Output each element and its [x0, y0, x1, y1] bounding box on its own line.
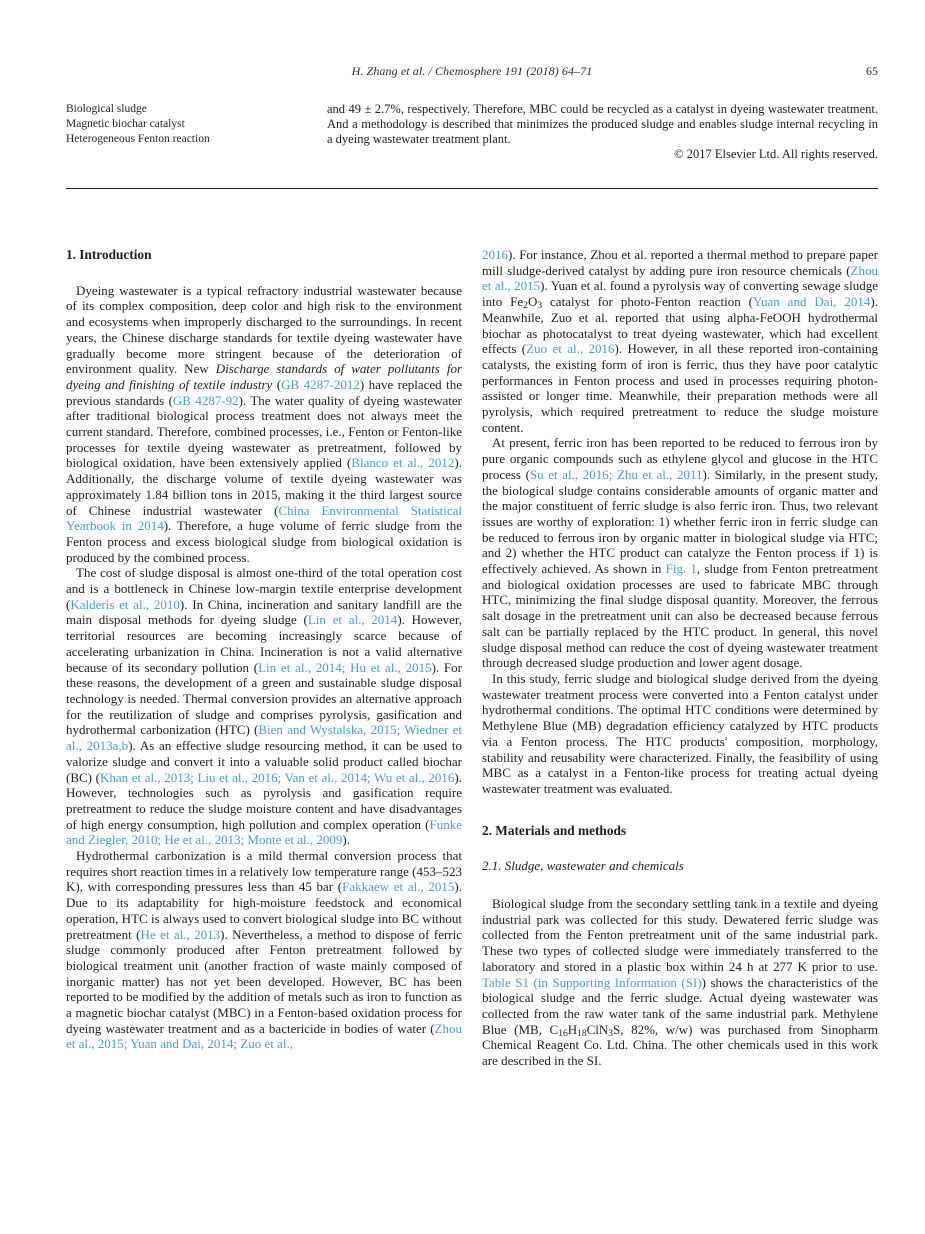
- subscript-text: 3: [537, 301, 543, 312]
- citation-link[interactable]: Kalderis et al., 2010: [70, 596, 180, 612]
- body-text: ). However, territorial resources are becoming increasingly scarce because of accelerating urbanization in China. Incineration is not a valid alternative because of its secondary pollution (: [66, 612, 462, 675]
- body-text: ). For these reasons, the development of a green and sustainable sludge disposal technology is needed. Thermal conversion provides an alternative approach for the reutilization of sludge and comprises pyrolysis, gasification and hydrothermal carbonization (HTC) (: [66, 659, 462, 738]
- body-text: ). Therefore, a huge volume of ferric sludge from the Fenton process and excess biological sludge from biological oxidation is produced by the combined process.: [66, 518, 462, 565]
- abstract-continuation: [327, 102, 878, 162]
- body-text: ). However, in all these reported iron-containing catalysts, the existing form of iron is ferric, thus they have poor catalytic performances in Fenton process and used in processes requiring photon-assisted or longer time. Meanwhile, their preparation methods were all pyrolysis, which required pretreatment to reduce the sludge moisture content.: [482, 341, 878, 435]
- body-text: 1. Introduction: [66, 247, 152, 262]
- body-text: ). Additionally, the discharge volume of textile dyeing wastewater was approximately 1.84 billion tons in 2015, making it the third largest source of Chinese industrial wastewater (: [66, 455, 462, 518]
- citation-link[interactable]: Su et al., 2016; Zhu et al., 2011: [529, 466, 703, 482]
- page-number: 65: [866, 64, 878, 78]
- copyright-line: © 2017 Elsevier Ltd. All rights reserved.: [674, 147, 878, 161]
- article-body: [66, 247, 878, 1069]
- section-divider: [66, 188, 878, 189]
- citation-link[interactable]: Lin et al., 2014; Hu et al., 2015: [258, 659, 432, 675]
- subsection-heading: [482, 858, 878, 874]
- body-text: The cost of sludge disposal is almost one-third of the total operation cost and is a bottleneck in Chinese low-margin textile enterprise development (: [66, 565, 462, 612]
- body-text: O: [527, 294, 538, 310]
- citation-link[interactable]: Fakkaew et al., 2015: [342, 879, 455, 895]
- citation-link[interactable]: Zhou et al., 2015; Yuan and Dai, 2014; Zuo et al.,: [66, 1020, 462, 1052]
- section-heading: [66, 247, 462, 263]
- body-text: catalyst for photo-Fenton reaction (: [542, 294, 753, 310]
- body-text: H: [567, 1021, 578, 1037]
- citation-link[interactable]: 2016: [482, 247, 508, 262]
- body-text: At present, ferric iron has been reported to be reduced to ferrous iron by pure organic compounds such as ethylene glycol and glucose in the HTC process (: [482, 435, 878, 482]
- citation-link[interactable]: Zhou et al., 2015: [482, 262, 878, 294]
- citation-link[interactable]: Fig. 1: [665, 561, 697, 577]
- citation-link[interactable]: Lin et al., 2014: [307, 612, 398, 628]
- body-text: ). However, technologies such as pyrolysis and gasification require pretreatment to reduce the sludge moisture content and have disadvantages of high energy consumption, high pollution and complex operation (: [66, 769, 462, 832]
- body-text: ). Similarly, in the present study, the biological sludge contains considerable amounts of organic matter and the major constituent of ferric sludge is also ferric iron. Thus, two relevant issues are worthy of exploration: 1) whether ferric iron in ferric sludge can be reduced to ferrous iron by organic matter in biological sludge via HTC; and 2) whether the HTC product can catalyze the Fenton process if 1) is effectively achieved. As shown in: [482, 466, 878, 577]
- body-text: ). Due to its adaptability for high-moisture feedstock and economical operation, HTC is always used to convert biological sludge into BC without pretreatment (: [66, 879, 462, 942]
- body-text: ). The water quality of dyeing wastewater after traditional biological process treatment does not always meet the current standard. Therefore, combined processes, i.e., Fenton or Fenton-like processes for textile dyeing wastewater as pretreatment, followed by biological oxidation, have been extensively applied (: [66, 392, 463, 471]
- body-text: S, 82%, w/w) was purchased from Sinopharm Chemical Reagent Co. Ltd. China. The other chemicals used in this work are described in the SI.: [482, 1021, 878, 1069]
- subscript-text: 16: [558, 1028, 568, 1039]
- keywords-list: [66, 102, 327, 147]
- body-text: In this study, ferric sludge and biological sludge derived from the dyeing wastewater treatment process were converted into a Fenton catalyst under hydrothermal conditions. The optimal HTC conditions were determined by Methylene Blue (MB) degradation efficiency catalyzed by HTC products via a Fenton process. The HTC products' composition, morphology, stability and reusability were characterized. Finally, the feasibility of using MBC as a catalyst in a Fenton-like process for treating actual dyeing wastewater treatment was evaluated.: [482, 670, 878, 796]
- citation-link[interactable]: Funke and Ziegler, 2010; He et al., 2013; Monte et al., 2009: [66, 816, 462, 848]
- body-text: , sludge from Fenton pretreatment and biological oxidation processes are used to fabricate MBC through HTC, minimizing the final sludge disposal quantity. Moreover, the ferrous salt dosage in the pretreatment unit can also be decreased because ferrous salt can be partially replaced by the HTC product. In general, this novel sludge disposal method can reduce the cost of dyeing wastewater treatment through decreased sludge production and lower agent dosage.: [482, 561, 879, 671]
- paragraph: [482, 435, 878, 671]
- citation-link[interactable]: GB 4287-92: [172, 392, 239, 408]
- citation-link[interactable]: Zuo et al., 2016: [526, 341, 615, 357]
- citation-link[interactable]: Khan et al., 2013; Liu et al., 2016; Van et al., 2014; Wu et al., 2016: [99, 769, 455, 785]
- paragraph: [482, 896, 878, 1069]
- keyword: Heterogeneous Fenton reaction: [66, 133, 210, 145]
- body-text: ). Meanwhile, Zuo et al. reported that using alpha-FeOOH hydrothermal biochar as photocatalyst to treat dyeing wastewater, which had excellent effects (: [482, 294, 878, 357]
- body-text: ). Nevertheless, a method to dispose of ferric sludge commonly produced after Fenton pretreatment followed by biological treatment unit (another fraction of waste mainly composed of inorganic matter) has not yet been developed. However, BC has been reported to be modified by the addition of metals such as iron to function as a magnetic biochar catalyst (MBC) in a Fenton-based oxidation process for dyeing wastewater treatment and as a bactericide in bodies of water (: [66, 926, 463, 1036]
- citation-link[interactable]: Table S1 (in Supporting Information (SI): [482, 974, 702, 990]
- body-text: ). For instance, Zhou et al. reported a thermal method to prepare paper mill sludge-derived catalyst by adding pure iron resource chemicals (: [482, 247, 878, 278]
- body-text: 2. Materials and methods: [482, 822, 627, 838]
- body-text: Hydrothermal carbonization is a mild thermal conversion process that requires short reaction times in a relatively low temperature range (453–523 K), with corresponding pressures less than 45 bar (: [66, 848, 462, 895]
- running-title: H. Zhang et al. / Chemosphere 191 (2018) 64–71: [351, 64, 593, 78]
- paragraph: [66, 283, 462, 566]
- italic-text: Discharge standards of water pollutants for dyeing and finishing of textile industry: [66, 361, 463, 392]
- citation-link[interactable]: Blanco et al., 2012: [351, 455, 455, 471]
- paragraph: [66, 848, 462, 1052]
- body-text: ). In China, incineration and sanitary landfill are the main disposal methods for dyeing sludge (: [66, 596, 462, 628]
- left-column: [66, 247, 462, 1069]
- body-text: (: [272, 376, 282, 392]
- body-text: ) have replaced the previous standards (: [66, 376, 462, 408]
- citation-link[interactable]: Yuan and Dai, 2014: [753, 294, 871, 310]
- abstract-text: and 49 ± 2.7%, respectively. Therefore, MBC could be recycled as a catalyst in dyeing wastewater treatment. And a methodology is described that minimizes the produced sludge and enables sludge internal recycling in a dyeing wastewater treatment plant.: [327, 102, 878, 146]
- paragraph: [482, 247, 878, 435]
- subscript-text: 3: [608, 1028, 614, 1039]
- keyword: Biological sludge: [66, 103, 147, 115]
- citation-link[interactable]: He et al., 2013: [140, 926, 221, 942]
- section-heading: [482, 823, 878, 839]
- keyword: Magnetic biochar catalyst: [66, 118, 185, 130]
- right-column: [482, 247, 878, 1069]
- subscript-text: 2: [523, 301, 528, 312]
- paragraph: [482, 671, 878, 797]
- body-text: ). Yuan et al. found a pyrolysis way of converting sewage sludge into Fe: [482, 278, 878, 310]
- body-text: 2.1. Sludge, wastewater and chemicals: [482, 858, 684, 874]
- running-head: [66, 64, 878, 80]
- citation-link[interactable]: China Environmental Statistical Yearbook in 2014: [66, 502, 462, 534]
- subscript-text: 18: [577, 1028, 587, 1039]
- front-matter: [66, 102, 878, 162]
- paragraph: [66, 565, 462, 848]
- body-text: ) shows the characteristics of the biological sludge and the ferric sludge. Actual dyeing wastewater was collected from the raw water tank of the same industrial park. Methylene Blue (MB, C: [482, 974, 878, 1037]
- body-text: ).: [342, 832, 350, 848]
- body-text: Biological sludge from the secondary settling tank in a textile and dyeing industrial park was collected for this study. Dewatered ferric sludge was collected from the Fenton pretreatment unit of the same industrial park. These two types of collected sludge were immediately transferred to the laboratory and stored in a plastic box within 24 h at 277 K prior to use.: [482, 896, 878, 974]
- body-text: Dyeing wastewater is a typical refractory industrial wastewater because of its complex composition, deep color and high risk to the environment and ecosystems when improperly discharged to the surroundings. In recent years, the Chinese discharge standards for textile dyeing wastewater have gradually become more stringent because of the deterioration of environment quality. New: [66, 282, 462, 377]
- body-text: ClN: [586, 1021, 609, 1037]
- citation-link[interactable]: Bien and Wystalska, 2015; Wiedner et al., 2013a,b: [66, 722, 462, 754]
- body-text: ). As an effective sludge resourcing method, it can be used to valorize sludge and convert it into a valuable solid product called biochar (BC) (: [66, 738, 463, 785]
- citation-link[interactable]: GB 4287-2012: [281, 376, 360, 392]
